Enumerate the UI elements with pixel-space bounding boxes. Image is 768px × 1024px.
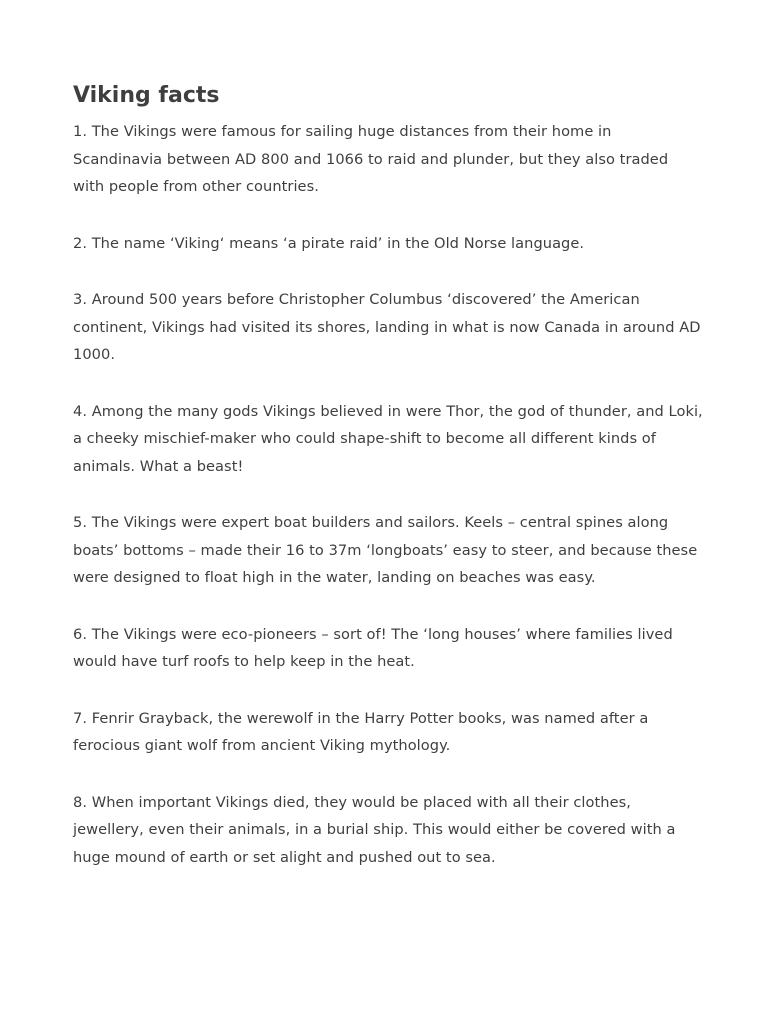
fact-paragraph-1: 1. The Vikings were famous for sailing huge distances from their home in Scandinavia between AD 800 and 1066 to raid and plunder, but they also traded with people from other countries. [73, 123, 669, 195]
fact-paragraph-6: 6. The Vikings were eco-pioneers – sort of! The ‘long houses’ where families lived would have turf roofs to help keep in the heat. [73, 625, 673, 670]
fact-paragraph-7: 7. Fenrir Grayback, the werewolf in the Harry Potter books, was named after a ferocious giant wolf from ancient Viking mythology. [73, 709, 649, 754]
fact-paragraph-5: 5. The Vikings were expert boat builders and sailors. Keels – central spines along boats’ bottoms – made their 16 to 37m ‘longboats’ easy to steer, and because these were designed to float high in the water, landing on beaches was easy. [73, 514, 698, 586]
fact-paragraph-2: 2. The name ‘Viking‘ means ‘a pirate raid’ in the Old Norse language. [73, 234, 585, 252]
fact-paragraph-4: 4. Among the many gods Vikings believed in were Thor, the god of thunder, and Loki, a cheeky mischief-maker who could shape-shift to become all different kinds of animals. What a beast! [73, 402, 703, 475]
document-page [73, 80, 703, 900]
fact-paragraph-3: 3. Around 500 years before Christopher Columbus ‘discovered’ the American continent, Vikings had visited its shores, landing in what is now Canada in around AD 1000. [73, 291, 701, 363]
page-title: Viking facts [73, 83, 220, 108]
fact-paragraph-8: 8. When important Vikings died, they would be placed with all their clothes, jewellery, even their animals, in a burial ship. This would either be covered with a huge mound of earth or set alight and pushed out to sea. [73, 793, 676, 866]
